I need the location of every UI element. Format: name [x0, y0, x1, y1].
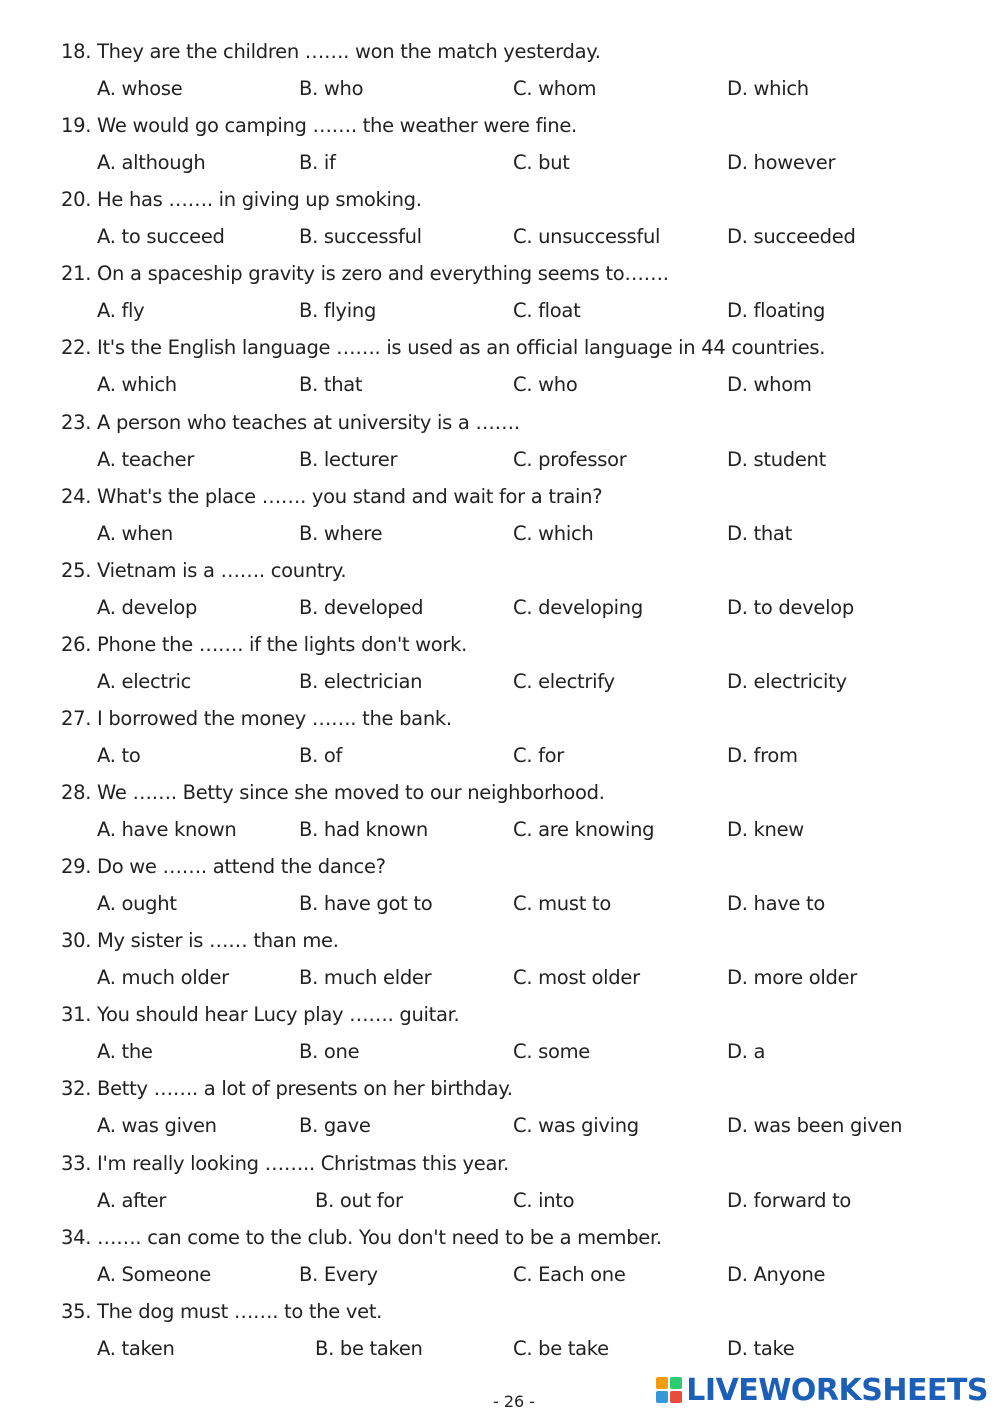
answer-options — [0, 515, 1000, 552]
option-c[interactable]: C. who — [513, 373, 578, 397]
question-item — [0, 552, 1000, 626]
option-b[interactable]: B. successful — [299, 225, 422, 249]
answer-options — [0, 144, 1000, 181]
option-b[interactable]: B. out for — [315, 1188, 403, 1212]
option-b[interactable]: B. if — [299, 151, 336, 175]
question-item — [0, 33, 1000, 107]
question-text: 35. The dog must ……. to the vet. — [61, 1299, 383, 1323]
option-d[interactable]: D. was been given — [727, 1114, 903, 1138]
option-d[interactable]: D. to develop — [727, 595, 854, 619]
question-text: 19. We would go camping ……. the weather were fine. — [61, 114, 577, 138]
answer-options — [0, 885, 1000, 922]
option-c[interactable]: C. into — [513, 1188, 575, 1212]
option-b[interactable]: B. who — [299, 77, 364, 100]
option-d[interactable]: D. student — [727, 447, 826, 471]
option-a[interactable]: A. much older — [97, 966, 229, 990]
option-a[interactable]: A. to — [97, 743, 141, 767]
answer-options — [0, 1330, 1000, 1367]
answer-options — [0, 366, 1000, 403]
option-b[interactable]: B. flying — [299, 299, 377, 323]
option-d[interactable]: D. forward to — [727, 1188, 852, 1212]
option-d[interactable]: D. which — [727, 77, 809, 100]
question-text: 29. Do we ……. attend the dance? — [61, 855, 386, 879]
option-b[interactable]: B. gave — [299, 1114, 371, 1138]
option-a[interactable]: A. when — [97, 521, 173, 545]
question-text: 28. We ……. Betty since she moved to our neighborhood. — [61, 781, 605, 804]
option-b[interactable]: B. Every — [299, 1262, 378, 1286]
option-d[interactable]: D. however — [727, 151, 836, 175]
option-d[interactable]: D. knew — [727, 818, 804, 841]
option-a[interactable]: A. ought — [97, 892, 177, 916]
option-a[interactable]: A. whose — [97, 77, 183, 100]
question-item — [0, 700, 1000, 774]
option-a[interactable]: A. fly — [97, 299, 145, 323]
answer-options — [0, 737, 1000, 774]
option-b[interactable]: B. that — [299, 373, 363, 397]
option-a[interactable]: A. teacher — [97, 447, 195, 471]
option-a[interactable]: A. taken — [97, 1336, 175, 1360]
option-b[interactable]: B. be taken — [315, 1336, 423, 1360]
question-item — [0, 107, 1000, 181]
answer-options — [0, 1033, 1000, 1070]
option-c[interactable]: C. professor — [513, 447, 627, 471]
question-text: 18. They are the children ……. won the match yesterday. — [61, 40, 601, 63]
question-text: 21. On a spaceship gravity is zero and everything seems to……. — [61, 262, 669, 286]
question-item — [0, 996, 1000, 1070]
question-item — [0, 255, 1000, 329]
option-b[interactable]: B. much elder — [299, 966, 432, 990]
option-c[interactable]: C. be take — [513, 1336, 609, 1360]
option-a[interactable]: A. was given — [97, 1114, 217, 1138]
liveworksheets-logo-icon — [656, 1377, 682, 1403]
option-d[interactable]: D. that — [727, 521, 792, 545]
question-text: 30. My sister is …… than me. — [61, 929, 339, 953]
option-a[interactable]: A. after — [97, 1188, 167, 1212]
question-text: 31. You should hear Lucy play ……. guitar. — [61, 1003, 460, 1027]
question-text: 33. I'm really looking …….. Christmas this year. — [61, 1151, 509, 1175]
option-d[interactable]: D. from — [727, 743, 798, 767]
option-a[interactable]: A. which — [97, 373, 177, 397]
liveworksheets-brand[interactable] — [656, 1372, 988, 1408]
option-c[interactable]: C. whom — [513, 77, 597, 100]
option-a[interactable]: A. develop — [97, 595, 198, 619]
option-c[interactable]: C. are knowing — [513, 818, 655, 841]
question-text: 23. A person who teaches at university is a ……. — [61, 410, 520, 434]
question-item — [0, 626, 1000, 700]
option-d[interactable]: D. more older — [727, 966, 857, 990]
answer-options — [0, 292, 1000, 329]
option-d[interactable]: D. have to — [727, 892, 826, 916]
option-b[interactable]: B. had known — [299, 818, 428, 841]
answer-options — [0, 811, 1000, 848]
option-c[interactable]: C. for — [513, 743, 565, 767]
question-item — [0, 922, 1000, 996]
option-d[interactable]: D. floating — [727, 299, 826, 323]
answer-options — [0, 589, 1000, 626]
option-b[interactable]: B. one — [299, 1040, 360, 1064]
option-c[interactable]: C. but — [513, 151, 570, 175]
question-item — [0, 329, 1000, 403]
page-number: - 26 - — [492, 1392, 536, 1411]
answer-options — [0, 1256, 1000, 1293]
option-d[interactable]: D. whom — [727, 373, 812, 397]
question-item — [0, 848, 1000, 922]
option-b[interactable]: B. of — [299, 743, 343, 767]
question-text: 24. What's the place ……. you stand and wait for a train? — [61, 484, 603, 508]
option-b[interactable]: B. developed — [299, 595, 424, 619]
option-c[interactable]: C. developing — [513, 595, 643, 619]
option-c[interactable]: C. Each one — [513, 1262, 626, 1286]
option-d[interactable]: D. succeeded — [727, 225, 856, 249]
option-b[interactable]: B. have got to — [299, 892, 433, 916]
question-item — [0, 1070, 1000, 1144]
answer-options — [0, 218, 1000, 255]
question-item — [0, 1219, 1000, 1293]
option-c[interactable]: C. unsuccessful — [513, 225, 661, 249]
option-d[interactable]: D. electricity — [727, 669, 847, 693]
question-text: 22. It's the English language ……. is used as an official language in 44 countries. — [61, 336, 826, 360]
question-item — [0, 1145, 1000, 1219]
option-d[interactable]: D. take — [727, 1336, 795, 1360]
option-a[interactable]: A. to succeed — [97, 225, 225, 249]
option-b[interactable]: B. electrician — [299, 669, 423, 693]
option-c[interactable]: C. was giving — [513, 1114, 639, 1138]
option-a[interactable]: A. have known — [97, 818, 237, 841]
question-item — [0, 774, 1000, 848]
option-d[interactable]: D. a — [727, 1040, 766, 1064]
option-a[interactable]: A. electric — [97, 669, 192, 693]
question-text: 20. He has ……. in giving up smoking. — [61, 188, 422, 212]
option-b[interactable]: B. lecturer — [299, 447, 398, 471]
answer-options — [0, 1107, 1000, 1144]
option-c[interactable]: C. float — [513, 299, 581, 323]
option-c[interactable]: C. most older — [513, 966, 640, 990]
option-b[interactable]: B. where — [299, 521, 383, 545]
question-text: 34. ……. can come to the club. You don't need to be a member. — [61, 1225, 662, 1249]
question-item — [0, 478, 1000, 552]
option-a[interactable]: A. Someone — [97, 1262, 211, 1286]
option-c[interactable]: C. some — [513, 1040, 590, 1064]
option-c[interactable]: C. which — [513, 521, 594, 545]
question-text: 25. Vietnam is a ……. country. — [61, 558, 347, 582]
answer-options — [0, 70, 1000, 107]
answer-options — [0, 1182, 1000, 1219]
question-text: 32. Betty ……. a lot of presents on her birthday. — [61, 1077, 513, 1101]
option-a[interactable]: A. although — [97, 151, 206, 175]
brand-name: LIVEWORKSHEETS — [686, 1372, 988, 1408]
question-item — [0, 1293, 1000, 1367]
option-d[interactable]: D. Anyone — [727, 1262, 826, 1286]
answer-options — [0, 663, 1000, 700]
option-c[interactable]: C. electrify — [513, 669, 615, 693]
option-c[interactable]: C. must to — [513, 892, 611, 916]
answer-options — [0, 959, 1000, 996]
answer-options — [0, 441, 1000, 478]
question-text: 26. Phone the ……. if the lights don't work. — [61, 632, 468, 656]
question-text: 27. I borrowed the money ……. the bank. — [61, 706, 452, 730]
option-a[interactable]: A. the — [97, 1040, 153, 1064]
question-item — [0, 181, 1000, 255]
question-item — [0, 404, 1000, 478]
